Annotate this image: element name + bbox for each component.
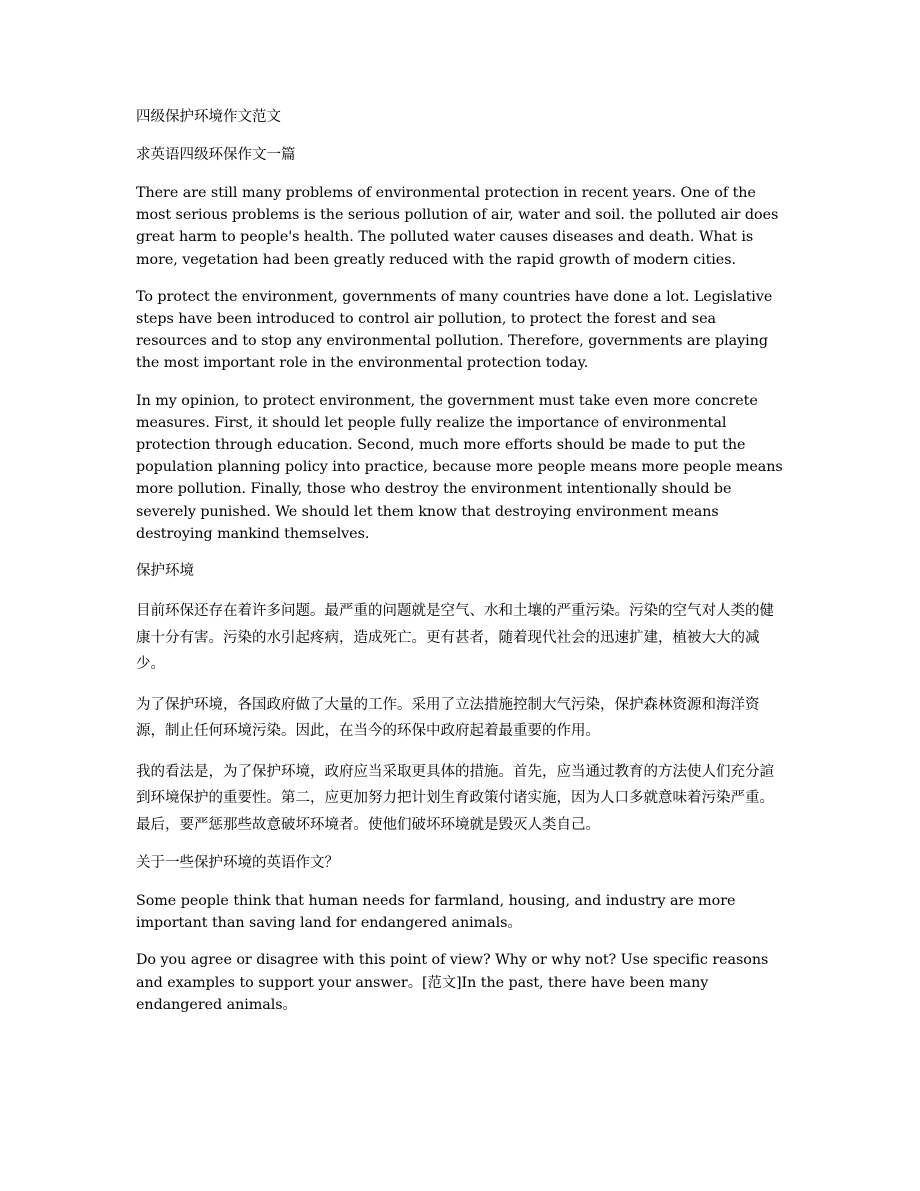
document-subtitle: 求英语四级环保作文一篇 [136, 147, 296, 163]
question-paragraph-1: Some people think that human needs for farmland, housing, and industry are more important than saving land for endangered animals。 [136, 893, 736, 932]
chinese-paragraph-3: 我的看法是，为了保护环境，政府应当采取更具体的措施。首先，应当通过教育的方法使人们充分諠到环境保护的重要性。第二，应更加努力把计划生育政策付诸实施，因为人口多就意味着污染严重。最后，要严惩那些故意破坏环境者。使他们破坏环境就是毁灭人类自己。 [136, 763, 774, 833]
document-page [136, 106, 788, 1031]
english-paragraph-1: There are still many problems of environmental protection in recent years. One of the most serious problems is the serious pollution of air, water and soil. the polluted air does great harm to people's health. The polluted water causes diseases and death. What is more, vegetation had been greatly reduced with the rapid growth of modern cities. [136, 185, 779, 268]
english-paragraph-2: To protect the environment, governments of many countries have done a lot. Legislative steps have been introduced to control air pollution, to protect the forest and sea resources and to stop any environmental pollution. Therefore, governments are playing the most important role in the environmental protection today. [136, 288, 773, 372]
chinese-paragraph-2: 为了保护环境，各国政府做了大量的工作。采用了立法措施控制大气污染，保护森林资源和海洋资源，制止任何环境污染。因此，在当今的环保中政府起着最重要的作用。 [136, 696, 760, 740]
question-paragraph-2: Do you agree or disagree with this point of view? Why or why not? Use specific reasons and examples to support your answer。[范文]In the past, there have been many endangered animals。 [136, 952, 769, 1013]
document-title: 四级保护环境作文范文 [136, 109, 281, 125]
english-paragraph-3: In my opinion, to protect environment, the government must take even more concrete measures. First, it should let people fully realize the importance of environmental protection through education. Second, much more efforts should be made to put the population planning policy into practice, because more people means more people means more pollution. Finally, those who destroy the environment intentionally should be severely punished. We should let them know that destroying environment means destroying mankind themselves. [136, 392, 783, 542]
question-heading: 关于一些保护环境的英语作文？ [136, 855, 339, 872]
chinese-section-heading: 保护环境 [136, 563, 194, 580]
chinese-paragraph-1: 目前环保还存在着许多问题。最严重的问题就是空气、水和土壤的严重污染。污染的空气对人类的健康十分有害。污染的水引起疼病，造成死亡。更有甚者，随着现代社会的迅速扩建，植被大大的减少。 [136, 603, 774, 673]
